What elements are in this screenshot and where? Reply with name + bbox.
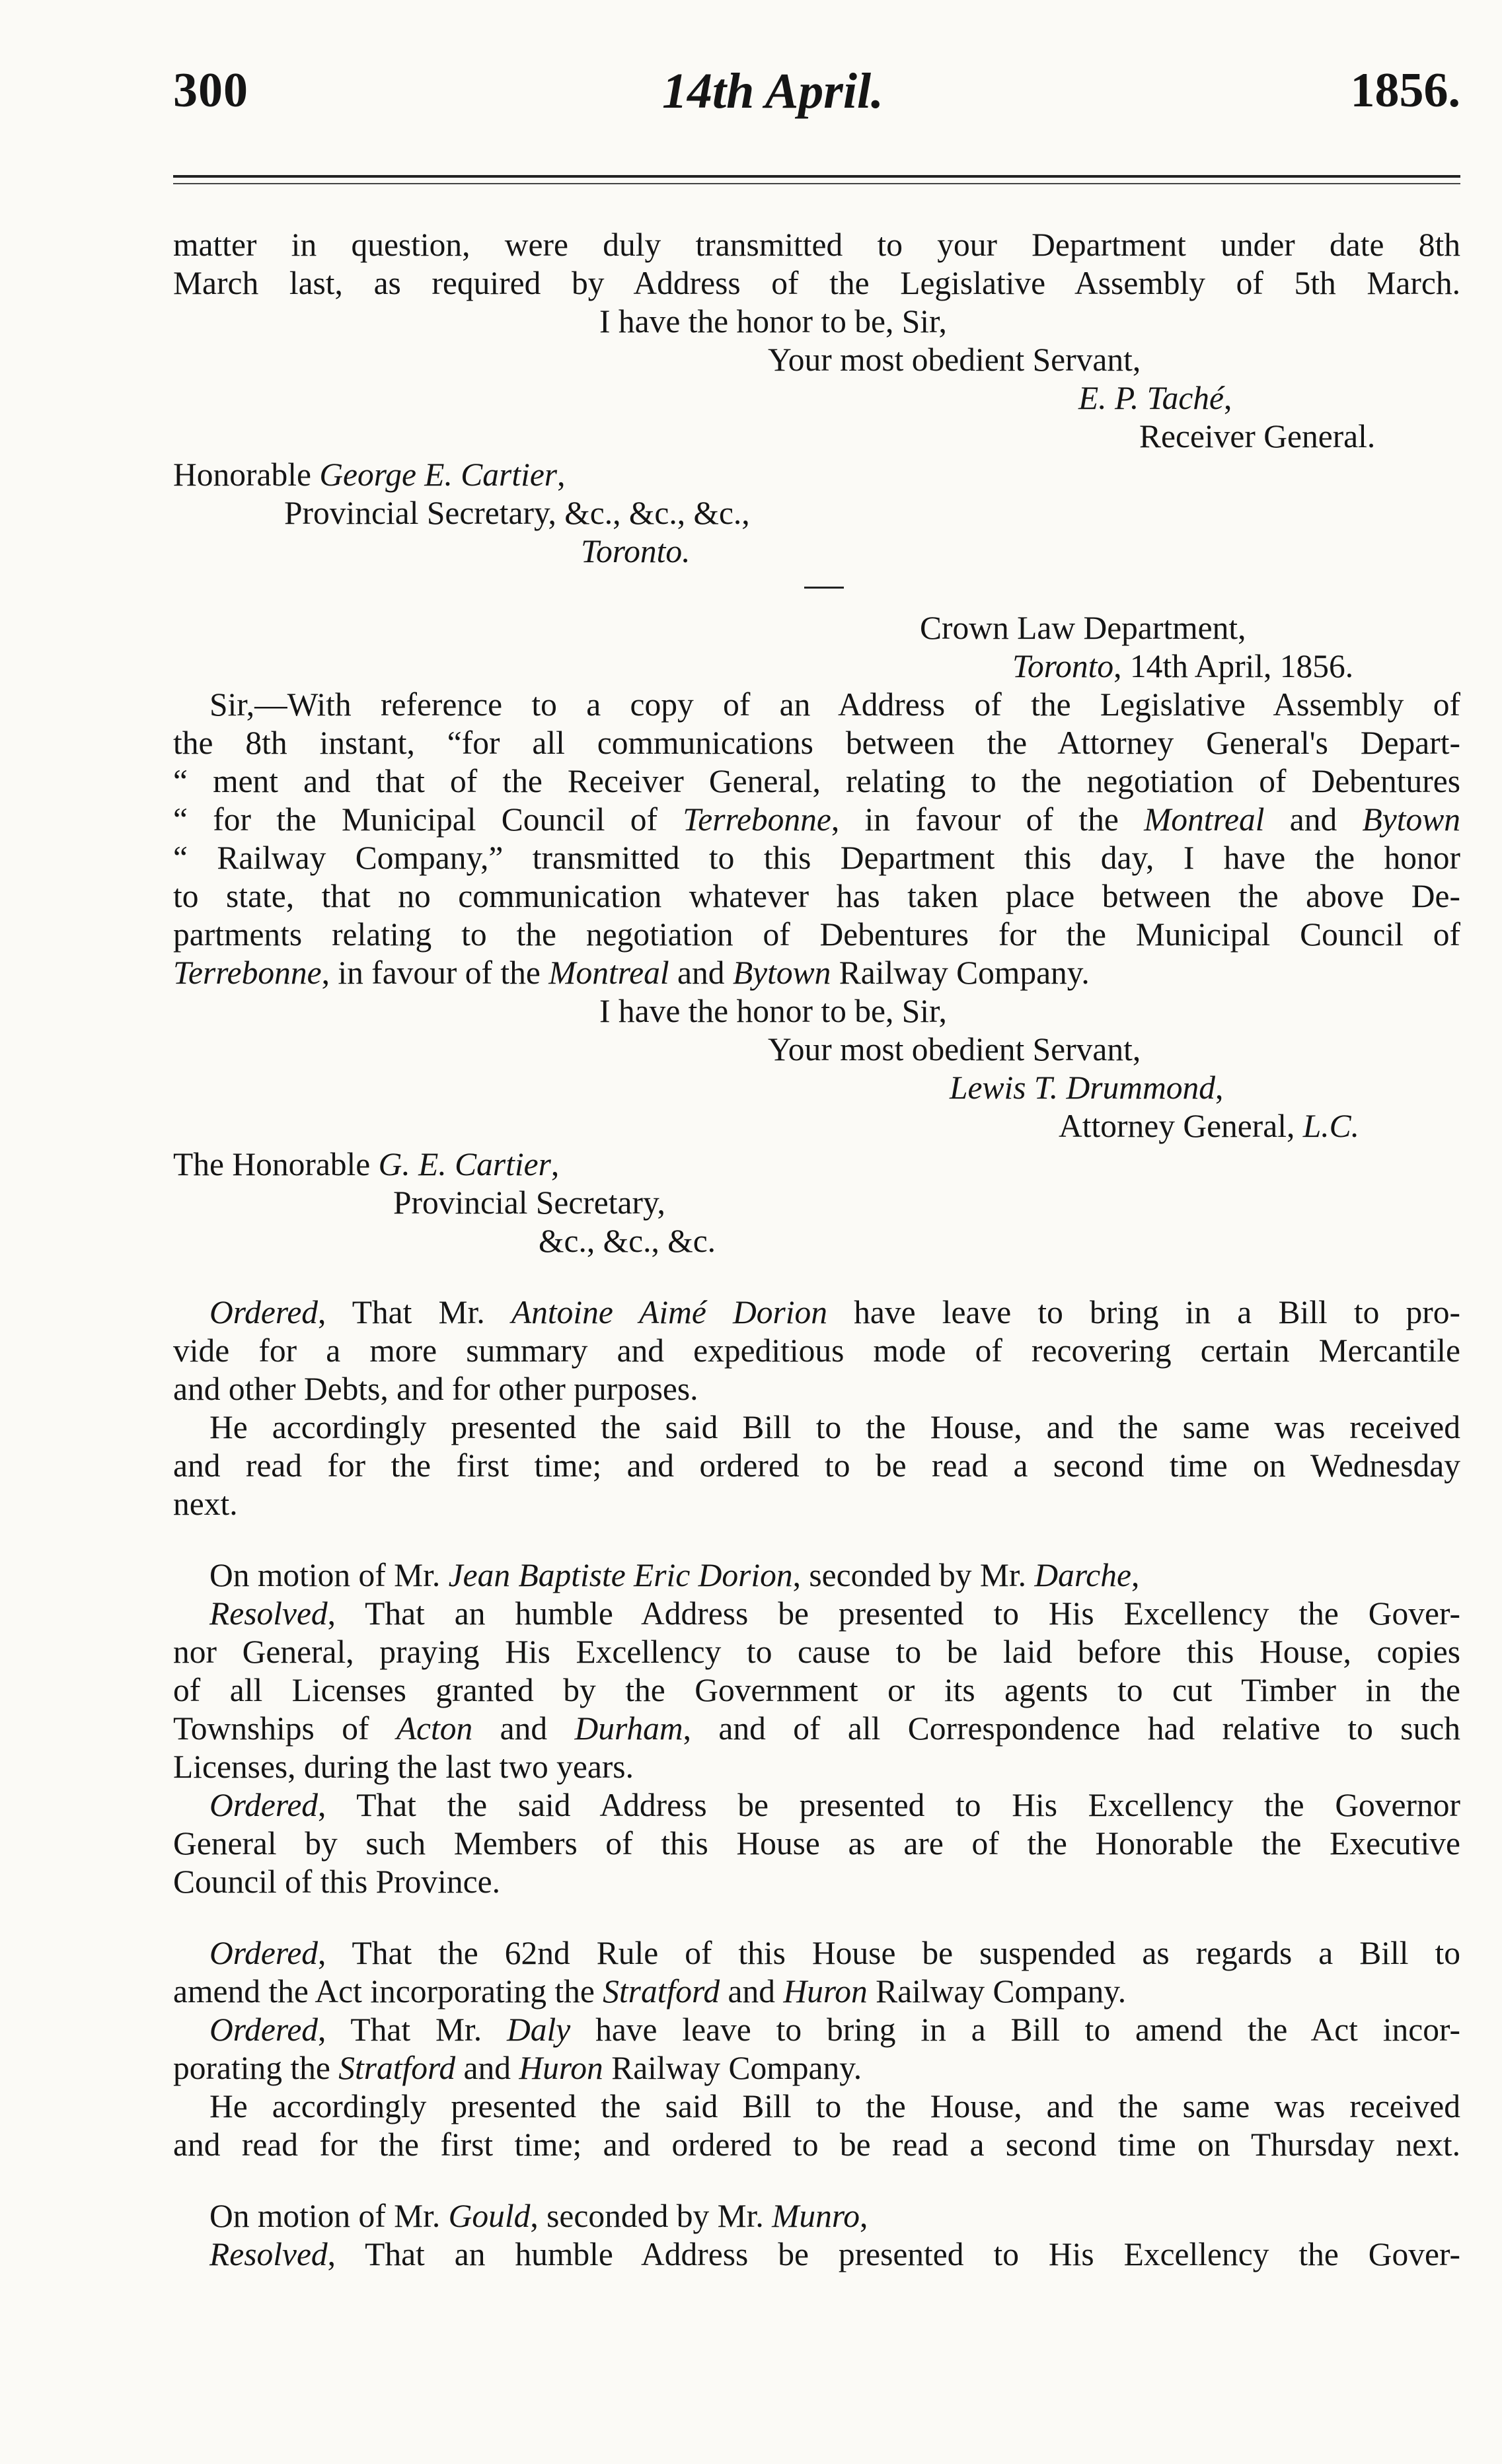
header-rule-thin	[173, 183, 1460, 184]
text-line: Your most obedient Servant,	[768, 342, 1141, 378]
text-line: Resolved, That an humble Address be presented to His Excellency the Gover-	[209, 2236, 1460, 2272]
text-line: nor General, praying His Excellency to cause to be laid before this House, copies	[173, 1634, 1460, 1670]
text-line: I have the honor to be, Sir,	[599, 303, 947, 340]
text-line: porating the Stratford and Huron Railway Company.	[173, 2050, 862, 2086]
text-line: On motion of Mr. Jean Baptiste Eric Dorion, seconded by Mr. Darche,	[209, 1557, 1140, 1593]
text-line: and read for the first time; and ordered to be read a second time on Wednesday	[173, 1447, 1460, 1484]
text-line: &c., &c., &c.	[539, 1223, 716, 1259]
text-line: “ ment and that of the Receiver General, relating to the negotiation of Debentures	[173, 763, 1460, 799]
page-number: 300	[173, 63, 248, 118]
text-line: to state, that no communication whatever has taken place between the above De-	[173, 878, 1460, 914]
text-line: Toronto, 14th April, 1856.	[1012, 648, 1354, 684]
text-line: General by such Members of this House as are of the Honorable the Executive	[173, 1825, 1460, 1862]
text-line: matter in question, were duly transmitted to your Department under date 8th	[173, 227, 1460, 263]
text-line: the 8th instant, “for all communications between the Attorney General's Depart-	[173, 725, 1460, 761]
text-line: Provincial Secretary,	[393, 1184, 665, 1221]
paragraph-gap	[173, 1523, 1460, 1556]
text-line: of all Licenses granted by the Government or its agents to cut Timber in the	[173, 1672, 1460, 1708]
text-line: On motion of Mr. Gould, seconded by Mr. Munro,	[209, 2198, 868, 2234]
page-year: 1856.	[1350, 63, 1460, 118]
text-line: Toronto.	[581, 533, 691, 569]
text-line: E. P. Taché,	[1078, 380, 1232, 416]
paragraph-gap	[173, 2164, 1460, 2197]
text-line: Council of this Province.	[173, 1864, 500, 1900]
text-line: He accordingly presented the said Bill to the House, and the same was received	[209, 2088, 1460, 2124]
text-line: Ordered, That the said Address be presented to His Excellency the Governor	[209, 1787, 1460, 1823]
text-line: He accordingly presented the said Bill to the House, and the same was received	[209, 1409, 1460, 1445]
text-line: amend the Act incorporating the Stratford and Huron Railway Company.	[173, 1973, 1127, 2010]
text-line: Receiver General.	[1139, 418, 1376, 454]
text-line: Licenses, during the last two years.	[173, 1749, 634, 1785]
text-line: Ordered, That Mr. Antoine Aimé Dorion have leave to bring in a Bill to pro-	[209, 1294, 1460, 1330]
text-line: vide for a more summary and expeditious mode of recovering certain Mercantile	[173, 1332, 1460, 1369]
text-line: Resolved, That an humble Address be presented to His Excellency the Gover-	[209, 1595, 1460, 1632]
section-divider	[173, 571, 1460, 609]
text-line: I have the honor to be, Sir,	[599, 993, 947, 1029]
text-line: Ordered, That the 62nd Rule of this House be suspended as regards a Bill to	[209, 1935, 1460, 1971]
text-line: Provincial Secretary, &c., &c., &c.,	[284, 495, 750, 531]
text-line: Your most obedient Servant,	[768, 1031, 1141, 1068]
header-rule-thick	[173, 175, 1460, 178]
paragraph-gap	[173, 1260, 1460, 1293]
text-line: Crown Law Department,	[920, 610, 1246, 646]
text-line: Attorney General, L.C.	[1059, 1108, 1360, 1144]
text-line: Ordered, That Mr. Daly have leave to bring in a Bill to amend the Act incor-	[209, 2011, 1460, 2048]
text-line: Terrebonne, in favour of the Montreal and Bytown Railway Company.	[173, 955, 1090, 991]
document-body	[173, 226, 1460, 2274]
text-line: and read for the first time; and ordered to be read a second time on Thursday next.	[173, 2126, 1460, 2163]
text-line: partments relating to the negotiation of Debentures for the Municipal Council of	[173, 916, 1460, 953]
text-line: and other Debts, and for other purposes.	[173, 1371, 698, 1407]
page-header	[173, 63, 1460, 129]
text-line: “ Railway Company,” transmitted to this Department this day, I have the honor	[173, 840, 1460, 876]
text-line: Sir,—With reference to a copy of an Address of the Legislative Assembly of	[209, 686, 1460, 723]
text-line: “ for the Municipal Council of Terrebonne, in favour of the Montreal and Bytown	[173, 801, 1460, 838]
text-line: Honorable George E. Cartier,	[173, 456, 566, 493]
text-line: next.	[173, 1486, 238, 1522]
text-line: Lewis T. Drummond,	[950, 1069, 1224, 1106]
text-line: March last, as required by Address of the Legislative Assembly of 5th March.	[173, 265, 1460, 301]
paragraph-gap	[173, 1901, 1460, 1934]
text-line: The Honorable G. E. Cartier,	[173, 1146, 560, 1182]
text-line: Townships of Acton and Durham, and of all Correspondence had relative to such	[173, 1710, 1460, 1747]
page-date: 14th April.	[662, 63, 884, 119]
